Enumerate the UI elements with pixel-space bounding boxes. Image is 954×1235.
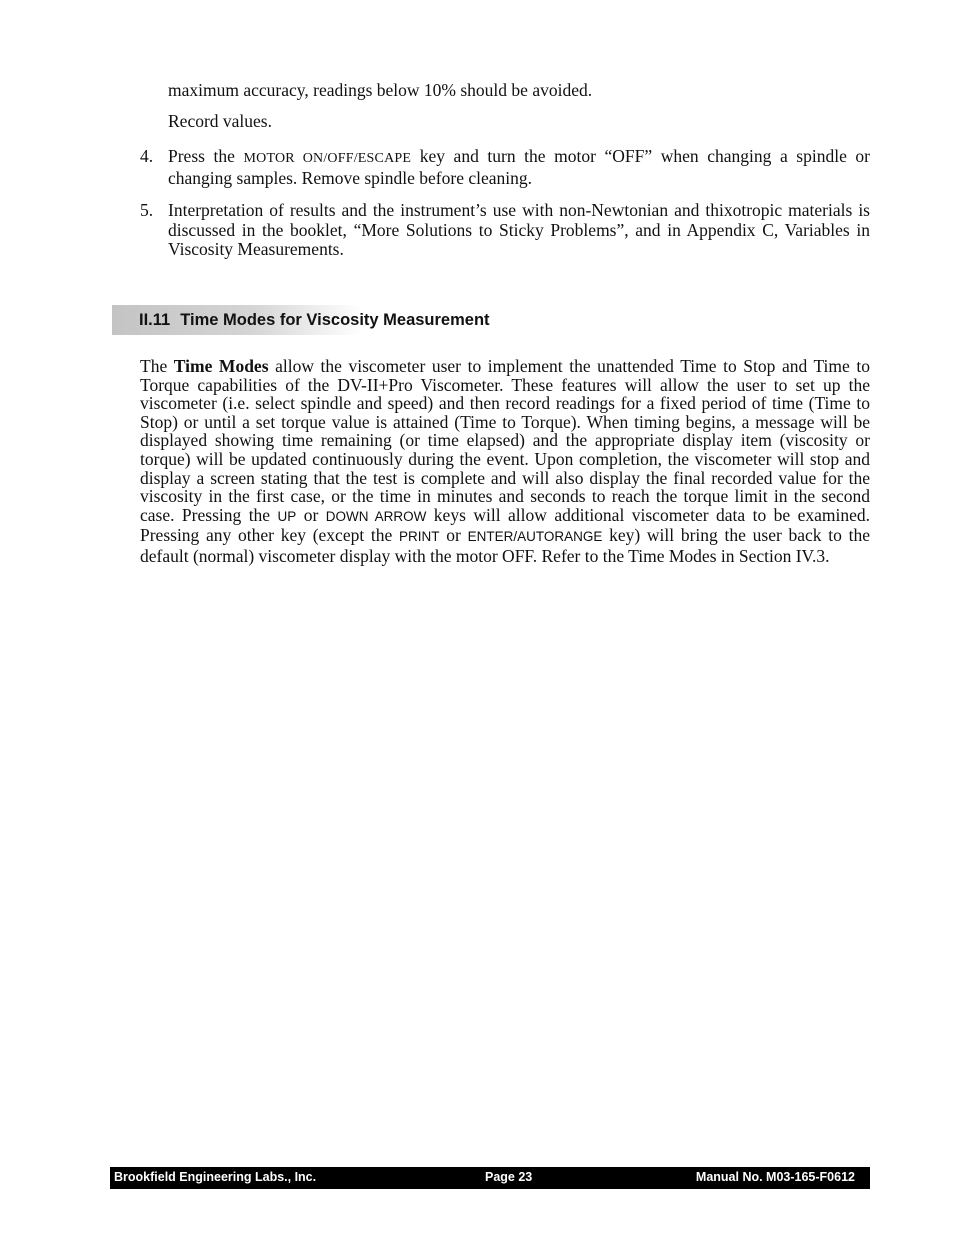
record-values-line: Record values. [168, 111, 272, 131]
list-item-5 [140, 201, 870, 260]
list-item-text: Interpretation of results and the instrument’s use with non-Newtonian and thixotropic materials is discussed in the booklet, “More Solutions to Sticky Problems”, and in Appendix C, Variables in Viscosity Measurements. [168, 200, 870, 259]
page-footer [110, 1167, 870, 1189]
time-modes-term: Time Modes [173, 356, 269, 376]
paragraph-text: The [140, 356, 174, 376]
list-item-number: 5. [140, 200, 154, 220]
section-number: II.11 [139, 311, 171, 329]
paragraph-text: allow the viscometer user to implement the unattended Time to Stop and Time to Torque capabilities of the DV-II+Pro Viscometer. These features will allow the user to set up the viscometer (i.e. select spindle and speed) and then record readings for a fixed period of time (Time to Stop) or until a set torque value is attained (Time to Torque). When timing begins, a message will be displayed showing time remaining (or time elapsed) and the appropriate display item (viscosity or torque) will be updated continuously during the event. Upon completion, the viscometer will stop and display a screen stating that the test is complete and will also display the final recorded value for the viscosity in the first case, or the time in minutes and seconds to reach the torque limit in the second case. Pressing the [140, 356, 870, 525]
time-modes-paragraph [140, 357, 870, 566]
paragraph-text: key) will bring the user back to the default (normal) viscometer display with the motor OFF. Refer to the Time Modes in Section IV.3. [140, 525, 870, 566]
list-item-text-part: key and turn the motor “OFF” when changing a spindle or changing samples. Remove spindle before cleaning. [168, 146, 871, 188]
list-item-4 [140, 147, 870, 188]
section-title: Time Modes for Viscosity Measurement [180, 311, 490, 329]
up-key-label: UP [277, 508, 297, 524]
footer-manual-number: Manual No. M03-165-F0612 [695, 1170, 855, 1184]
list-item-number: 4. [140, 146, 154, 166]
footer-page-number: Page 23 [485, 1170, 533, 1184]
down-arrow-key-label: DOWN ARROW [325, 508, 427, 524]
motor-key-label: MOTOR ON/OFF/ESCAPE [243, 151, 412, 166]
print-key-label: PRINT [399, 529, 440, 545]
section-heading [139, 311, 490, 330]
list-item-text [168, 147, 870, 188]
footer-company: Brookfield Engineering Labs., Inc. [114, 1170, 317, 1184]
list-item-text-part: Press the [168, 146, 244, 166]
paragraph-text: keys will allow additional viscometer data to be examined. Pressing any other key (except the [140, 504, 871, 546]
enter-autorange-key-label: ENTER/AUTORANGE [467, 529, 603, 545]
paragraph-text: or [296, 504, 326, 525]
continuation-line: maximum accuracy, readings below 10% should be avoided. [168, 80, 593, 100]
paragraph-text: or [439, 525, 468, 546]
